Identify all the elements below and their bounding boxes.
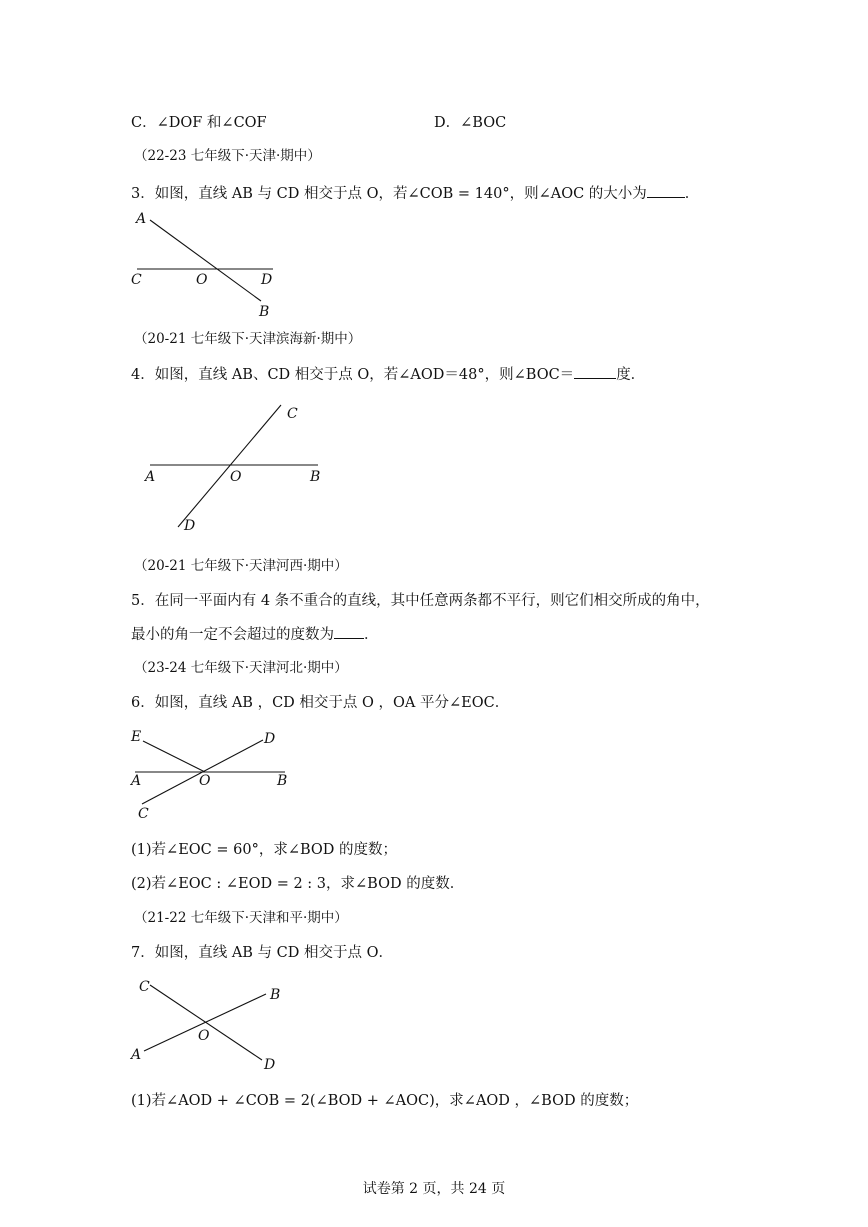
q4-text-before: 4．如图，直线 AB、CD 相交于点 O，若∠AOD＝48°，则∠BOC＝ <box>131 367 575 383</box>
label-c: C <box>139 979 150 995</box>
q3-text-before: 3．如图，直线 AB 与 CD 相交于点 O，若∠COB = 140°，则∠AOC 的大小为 <box>131 186 647 202</box>
label-d: D <box>264 731 276 747</box>
label-b: B <box>310 469 321 485</box>
label-o: O <box>198 1028 210 1044</box>
label-c: C <box>131 272 142 288</box>
q6-text: 6．如图，直线 AB ，CD 相交于点 O ，OA 平分∠EOC． <box>131 695 510 711</box>
q5-line1: 5．在同一平面内有 4 条不重合的直线，其中任意两条都不平行，则它们相交所成的角中， <box>131 593 710 609</box>
label-a: A <box>131 1047 142 1063</box>
label-d: D <box>261 272 273 288</box>
q6-source: （23-24 七年级下·天津河北·期中） <box>134 660 348 676</box>
q3-source: （22-23 七年级下·天津·期中） <box>134 148 321 164</box>
label-b: B <box>259 304 270 320</box>
label-o: O <box>199 773 211 789</box>
q5-source: （20-21 七年级下·天津河西·期中） <box>134 558 348 574</box>
page-footer: 试卷第 2 页，共 24 页 <box>362 1181 506 1197</box>
option-c: C．∠DOF 和∠COF <box>131 115 267 131</box>
q4-text-after: 度． <box>616 367 646 383</box>
q6-sub2: (2)若∠EOC : ∠EOD = 2 : 3，求∠BOD 的度数． <box>131 876 465 892</box>
label-a: A <box>145 469 156 485</box>
label-c: C <box>287 406 298 422</box>
label-b: B <box>277 773 288 789</box>
label-d: D <box>184 518 196 534</box>
q5-line2-before: 最小的角一定不会超过的度数为 <box>131 627 334 643</box>
q7-text: 7．如图，直线 AB 与 CD 相交于点 O． <box>131 945 394 961</box>
option-d: D．∠BOC <box>434 115 507 131</box>
label-d: D <box>264 1057 276 1073</box>
label-c: C <box>138 806 149 822</box>
label-a: A <box>136 211 147 227</box>
q6-sub1: (1)若∠EOC = 60°，求∠BOD 的度数； <box>131 842 398 858</box>
q4-source: （20-21 七年级下·天津滨海新·期中） <box>134 331 362 347</box>
label-b: B <box>270 987 281 1003</box>
q7-sub1: (1)若∠AOD + ∠COB = 2(∠BOD + ∠AOC)，求∠AOD ，∠BOD 的度数； <box>131 1093 639 1109</box>
q7-source: （21-22 七年级下·天津和平·期中） <box>134 910 348 926</box>
label-o: O <box>196 272 208 288</box>
label-e: E <box>131 729 142 745</box>
q5-line2-after: ． <box>364 627 379 643</box>
label-a: A <box>131 773 142 789</box>
q3-text-after: ． <box>684 186 700 202</box>
label-o: O <box>230 469 242 485</box>
